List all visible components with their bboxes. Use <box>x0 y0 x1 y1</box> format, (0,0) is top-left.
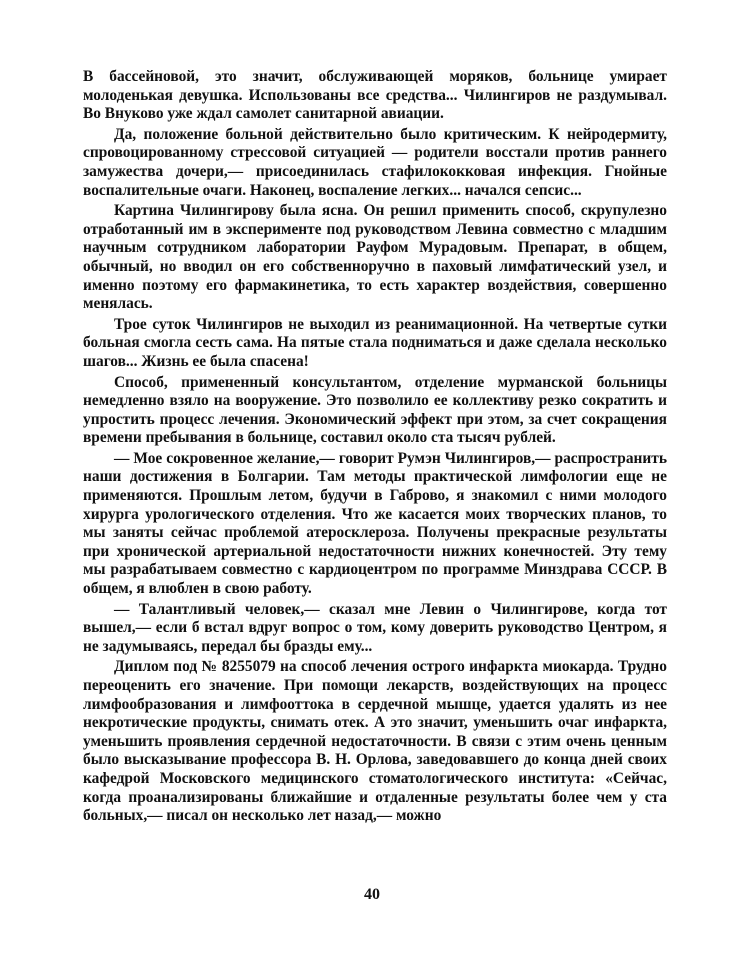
body-text <box>83 68 667 828</box>
paragraph: Да, положение больной действительно было критическим. К нейродермиту, спровоцированному стрессовой ситуацией — родители восстали против раннего замужества дочери,— присоединилась стафилококковая инфекция. Гнойные воспалительные очаги. Наконец, воспаление легких... начался сепсис... <box>83 125 667 199</box>
page-number: 40 <box>364 886 380 903</box>
paragraph: В бассейновой, это значит, обслуживающей моряков, больнице умирает молоденькая девушка. Использованы все средства... Чилингиров не раздумывал. Во Внуково уже ждал самолет санитарной авиации. <box>83 68 667 123</box>
paragraph: Способ, примененный консультантом, отделение мурманской больницы немедленно взяло на вооружение. Это позволило ее коллективу резко сократить и упростить процесс лечения. Экономический эффект при этом, за счет сокращения времени пребывания в больнице, составил около ста тысяч рублей. <box>83 373 667 447</box>
paragraph: Трое суток Чилингиров не выходил из реанимационной. На четвертые сутки больная смогла сесть сама. На пятые стала подниматься и даже сделала несколько шагов... Жизнь ее была спасена! <box>83 315 667 370</box>
paragraph: Картина Чилингирову была ясна. Он решил применить способ, скрупулезно отработанный им в эксперименте под руководством Левина совместно с младшим научным сотрудником лаборатории Рауфом Мурадовым. Препарат, в общем, обычный, но вводил он его собственноручно в паховый лимфатический узел, и именно поэтому его фармакинетика, то есть характер воздействия, совершенно менялась. <box>83 202 667 313</box>
paragraph: — Мое сокровенное желание,— говорит Румэн Чилингиров,— распространить наши достижения в Болгарии. Там методы практической лимфологии еще не применяются. Прошлым летом, будучи в Габрово, я знакомил с ними молодого хирурга урологического отделения. Что же касается моих творческих планов, то мы заняты сейчас проблемой атеросклероза. Получены прекрасные результаты при хронической артериальной недостаточности нижних конечностей. Эту тему мы разрабатываем совместно с кардиоцентром по программе Минздрава СССР. В общем, я влюблен в свою работу. <box>83 449 667 598</box>
paragraph: Диплом под № 8255079 на способ лечения острого инфаркта миокарда. Трудно переоценить его значение. При помощи лекарств, воздействующих на процесс лимфообразования и лимфооттока в сердечной мышце, удается удалять из нее некротические продукты, снимать отек. А это значит, уменьшить очаг инфаркта, уменьшить проявления сердечной недостаточности. В связи с этим очень ценным было высказывание профессора В. Н. Орлова, заведовавшего до конца дней своих кафедрой Московского медицинского стоматологического института: «Сейчас, когда проанализированы ближайшие и отдаленные результаты более чем у ста больных,— писал он несколько лет назад,— можно <box>83 658 667 825</box>
paragraph: — Талантливый человек,— сказал мне Левин о Чилингирове, когда тот вышел,— если б встал вдруг вопрос о том, кому доверить руководство Центром, я не задумываясь, передал бы бразды ему... <box>83 600 667 655</box>
